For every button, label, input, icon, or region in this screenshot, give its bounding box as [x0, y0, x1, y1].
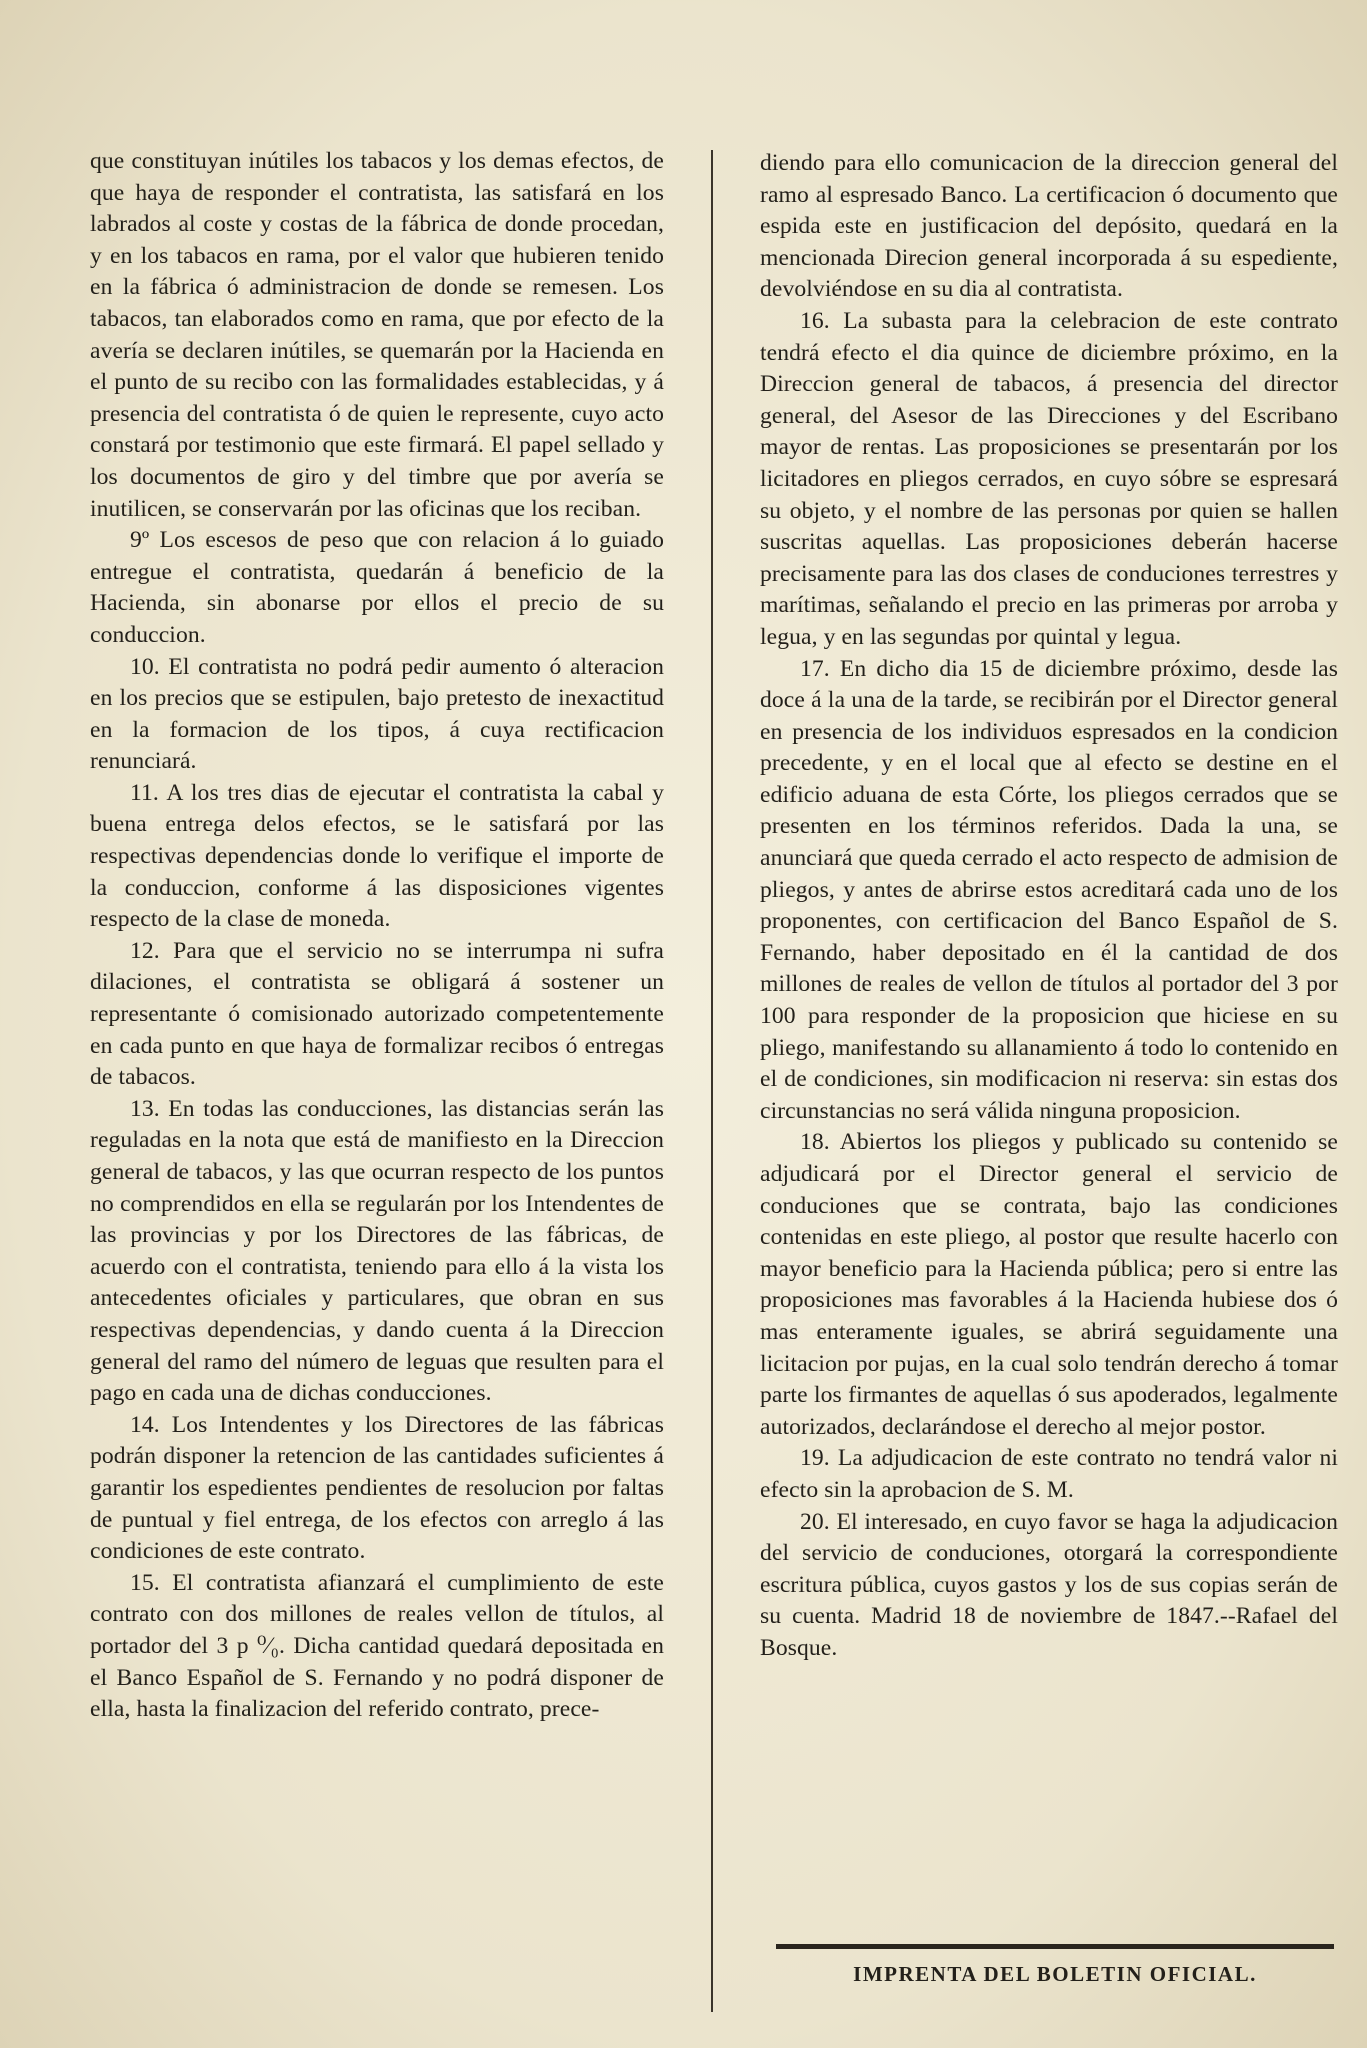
paragraph-continuation: que constituyan inútiles los tabacos y los demas efectos, de que haya de responder el contratista, las satisfará en los labrados al coste y costas de la fábrica de donde procedan, y en los tabacos en rama, por el valor que hubieren tenido en la fábrica ó administracion de donde se remesen. Los tabacos, tan elaborados como en rama, que por efecto de la avería se declaren inútiles, se quemarán por la Hacienda en el punto de su recibo con las formalidades establecidas, y á presencia del contratista ó de quien le represente, cuyo acto constará por testimonio que este firmará. El papel sellado y los documentos de giro y del timbre que por avería se inutilicen, se conservarán por las oficinas que los reciban.	[90, 148, 664, 522]
left-column	[90, 146, 664, 1726]
clause-13: 13. En todas las conducciones, las distancias serán las reguladas en la nota que está de manifiesto en la Direccion general de tabacos, y las que ocurran respecto de los puntos no comprendidos en ella se regularán por los Intendentes de las provincias y por los Directores de las fábricas, de acuerdo con el contratista, teniendo para ello á la vista los antecedentes oficiales y particulares, que obran en sus respectivas dependencias, y dando cuenta á la Direccion general del ramo del número de leguas que resulten para el pago en cada una de dichas conducciones.	[90, 1095, 664, 1407]
clause-14: 14. Los Intendentes y los Directores de las fábricas podrán disponer la retencion de las cantidades suficientes á garantir los espedientes pendientes de resolucion por faltas de puntual y fiel entrega, de los efectos con arreglo á las condiciones de este contrato.	[90, 1411, 664, 1565]
clause-16: 16. La subasta para la celebracion de este contrato tendrá efecto el dia quince de diciembre próximo, en la Direccion general de tabacos, á presencia del director general, del Asesor de las Direcciones y del Escribano mayor de rentas. Las proposiciones se presentarán por los licitadores en pliegos cerrados, en cuyo sóbre se espresará su objeto, y el nombre de las personas por quien se hallen suscritas aquellas. Las proposiciones deberán hacerse precisamente para las dos clases de conduciones terrestres y marítimas, señalando el precio en las primeras por arroba y legua, y en las segundas por quintal y legua.	[760, 307, 1338, 650]
clause-17: 17. En dicho dia 15 de diciembre próximo, desde las doce á la una de la tarde, se recibirán por el Director general en presencia de los individuos espresados en la condicion precedente, y en el local que al efecto se destine en el edificio aduana de esta Córte, los pliegos cerrados que se presenten en los términos referidos. Dada la una, se anunciará que queda cerrado el acto respecto de admision de pliegos, y antes de abrirse estos acreditará cada uno de los proponentes, con certificacion del Banco Español de S. Fernando, haber depositado en él la cantidad de dos millones de reales de vellon de títulos al portador del 3 por 100 para responder de la proposicion que hiciese en su pliego, manifestando su allanamiento á todo lo contenido en el de condiciones, sin modificacion ni reserva: sin estas dos circunstancias no será válida ninguna proposicion.	[760, 655, 1338, 1124]
clause-19: 19. La adjudicacion de este contrato no tendrá valor ni efecto sin la aprobacion de S. M.	[760, 1445, 1338, 1503]
clause-20: 20. El interesado, en cuyo favor se haga la adjudicacion del servicio de conduciones, otorgará la correspondiente escritura pública, cuyos gastos y los de sus copias serán de su cuenta. Madrid 18 de noviembre de 1847.--Rafael del Bosque.	[760, 1508, 1338, 1661]
paragraph-continuation: diendo para ello comunicacion de la direccion general del ramo al espresado Banco. La certificacion ó documento que espida este en justificacion del depósito, quedará en la mencionada Direcion general incorporada á su espediente, devolviéndose en su dia al contratista.	[760, 150, 1338, 303]
clause-18: 18. Abiertos los pliegos y publicado su contenido se adjudicará por el Director general el servicio de conduciones que se contrata, bajo las condiciones contenidas en este pliego, al postor que resulte hacerlo con mayor beneficio para la Hacienda pública; pero si entre las proposiciones mas favorables á la Hacienda hubiese dos ó mas enteramente iguales, se abrirá seguidamente una licitacion por pujas, en la cual solo tendrán derecho á tomar parte los firmantes de aquellas ó sus apoderados, legalmente autorizados, declarándose el derecho al mejor postor.	[760, 1129, 1338, 1440]
clause-10: 10. El contratista no podrá pedir aumento ó alteracion en los precios que se estipulen, bajo pretesto de inexactitud en la formacion de los tipos, á cuya rectificacion renunciará.	[90, 653, 664, 775]
clause-9: 9º Los escesos de peso que con relacion á lo guiado entregue el contratista, quedarán á beneficio de la Hacienda, sin abonarse por ellos el precio de su conduccion.	[90, 527, 664, 648]
column-divider	[711, 150, 713, 2012]
closing-rule	[776, 1944, 1334, 1949]
clause-12: 12. Para que el servicio no se interrumpa ni sufra dilaciones, el contratista se obligará á sostener un representante ó comisionado autorizado competentemente en cada punto en que haya de formalizar recibos ó entregas de tabacos.	[90, 937, 664, 1091]
right-column	[760, 148, 1338, 1665]
clause-11: 11. A los tres dias de ejecutar el contratista la cabal y buena entrega delos efectos, se le satisfará por las respectivas dependencias donde lo verifique el importe de la conduccion, conforme á las disposiciones vigentes respecto de la clase de moneda.	[90, 779, 664, 933]
clause-15: 15. El contratista afianzará el cumplimiento de este contrato con dos millones de reales vellon de títulos, al portador del 3 p ⁰⁄₀. Dicha cantidad quedará depositada en el Banco Español de S. Fernando y no podrá disponer de ella, hasta la finalizacion del referido contrato, prece-	[90, 1569, 664, 1723]
printer-imprint: IMPRENTA DEL BOLETIN OFICIAL.	[853, 1962, 1257, 1986]
